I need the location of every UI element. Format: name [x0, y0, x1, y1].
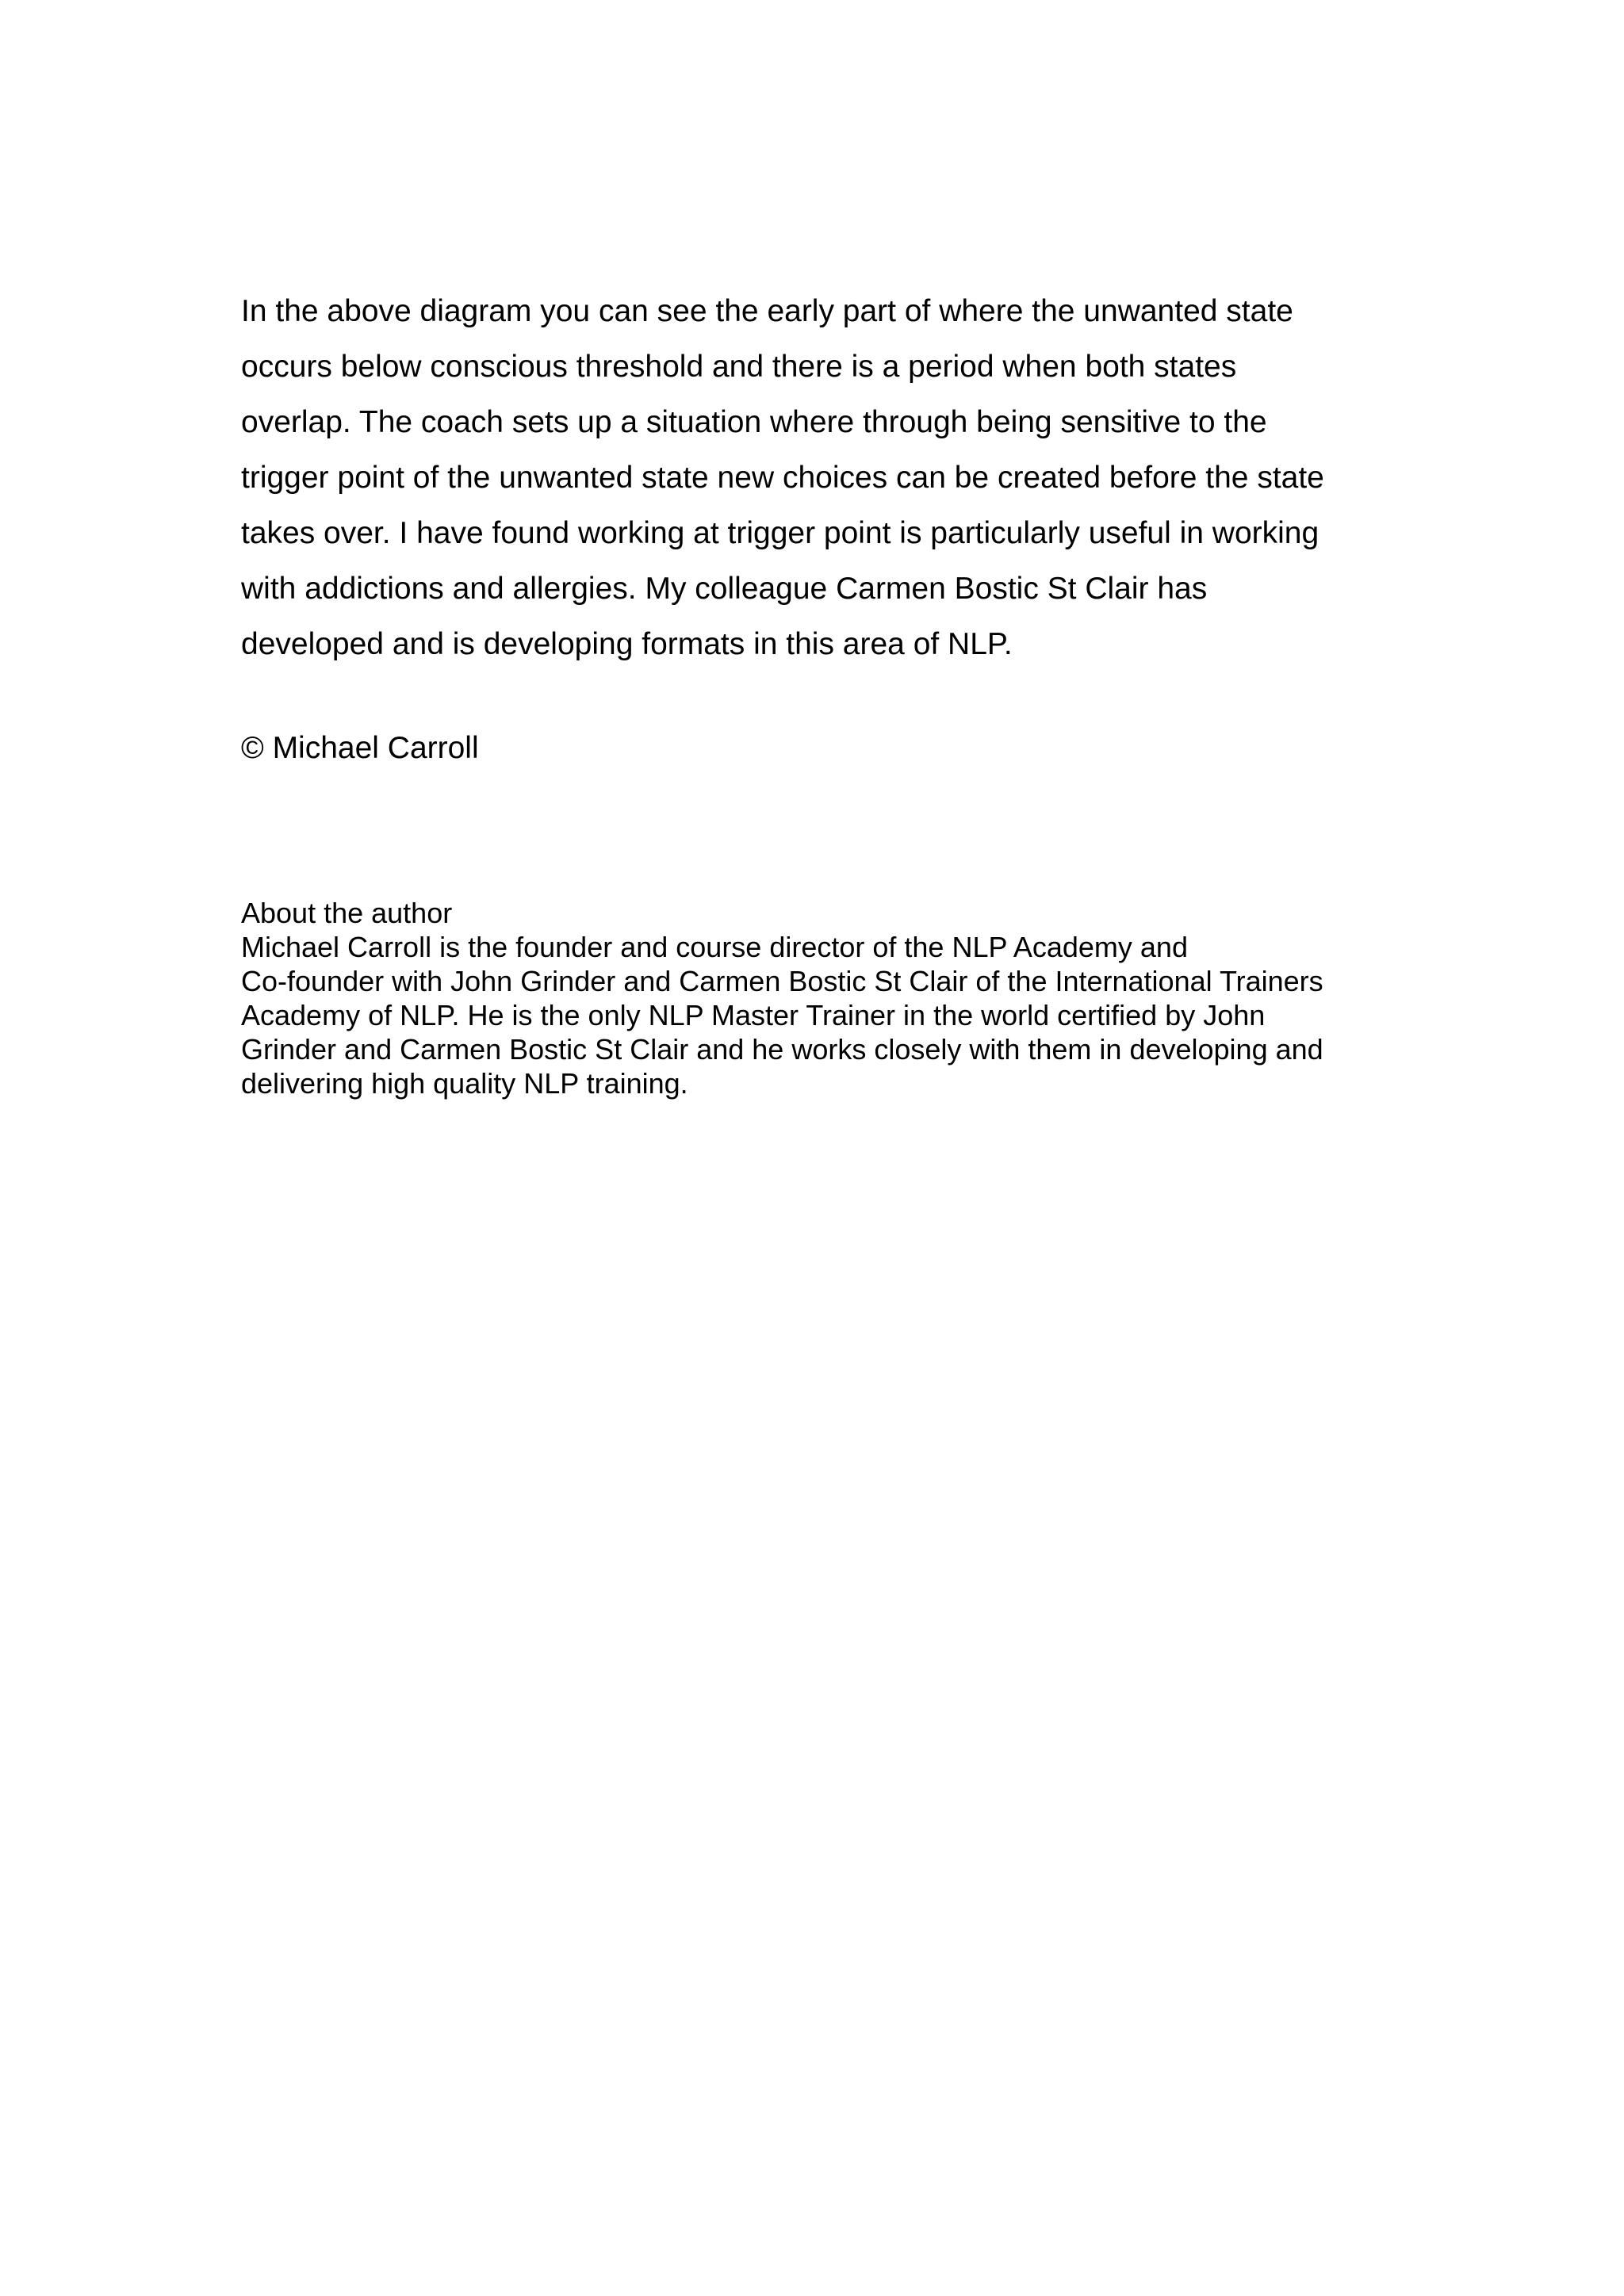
about-author-heading: About the author [241, 897, 453, 929]
copyright-notice: © Michael Carroll [241, 731, 479, 765]
paragraph-line: overlap. The coach sets up a situation where through being sensitive to the [241, 405, 1267, 439]
about-author-line: Grinder and Carmen Bostic St Clair and he works closely with them in developing and [241, 1033, 1323, 1066]
paragraph-line: takes over. I have found working at trigger point is particularly useful in working [241, 516, 1320, 550]
about-author-line: Academy of NLP. He is the only NLP Master Trainer in the world certified by John [241, 999, 1266, 1031]
about-author-line: Michael Carroll is the founder and course director of the NLP Academy and [241, 931, 1188, 963]
paragraph-line: In the above diagram you can see the early part of where the unwanted state [241, 294, 1293, 328]
paragraph-line: occurs below conscious threshold and there is a period when both states [241, 350, 1237, 384]
about-author-line: delivering high quality NLP training. [241, 1067, 688, 1100]
paragraph-line: with addictions and allergies. My colleague Carmen Bostic St Clair has [241, 572, 1208, 606]
body-paragraph [241, 284, 1399, 672]
paragraph-line: trigger point of the unwanted state new choices can be created before the state [241, 461, 1324, 495]
paragraph-line: developed and is developing formats in this area of NLP. [241, 627, 1013, 661]
about-author-section [241, 896, 1399, 1100]
about-author-line: Co-founder with John Grinder and Carmen Bostic St Clair of the International Trainers [241, 965, 1323, 997]
